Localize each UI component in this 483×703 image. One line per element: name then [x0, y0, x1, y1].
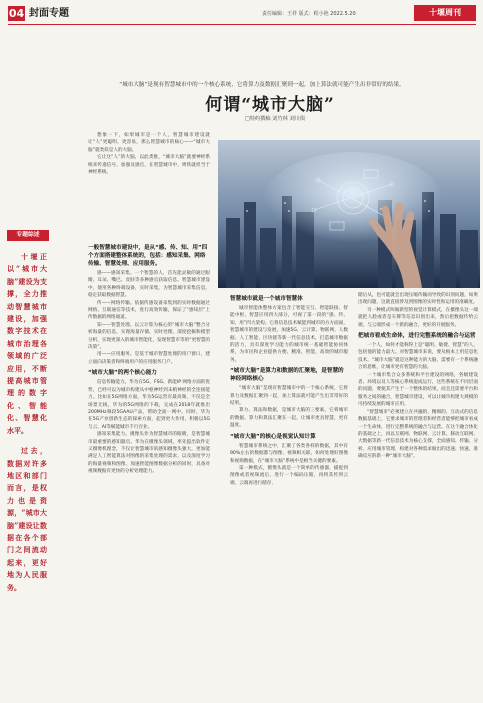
- page-number: 04: [8, 7, 25, 20]
- sidebar-summary: [4, 251, 50, 594]
- column-1: [88, 241, 210, 476]
- paragraph: “城市大脑”是现有智慧城市中的一个核心系统，它将算力及数据汇聚到一起，加上算法就可能产生出非常好的结果。: [230, 386, 348, 407]
- editor-meta: 责任编辑：王祥 版式：程小艳 2022.5.20: [262, 11, 356, 17]
- paragraph: “智慧城市”必须建立在共融的、精细的、互动式的信息数据基础上，它要求城市的管理者和经营者能够把城市看成一个生命体，进行完整系统的融合与运营。在这个融合体化的基础之上，再以互联网、物联网、云计算、移动互联网、大数据等新一代信息技术为核心支撑，全面感知、传输、分析、应用城市管理，构建对各种需求做出的迅速、快速、准确反应的新一种“城市大脑”。: [358, 409, 478, 460]
- sidebar-paragraph: 十堰正以“城市大脑”建设为支撑，全力推动智慧城市建设，加强数字技术在城市治理各领域的广泛应用，不断提高城市管理的数字化、智能化、智慧化水平。: [7, 252, 47, 435]
- paragraph: 传——网络传输。依据传感设备采集到的实时数据通过网络，互联通信等技术，进行高效传输，保证了“感知层”上传数据的网络通道。: [88, 300, 210, 321]
- paragraph: 一个人，如何才能称得上是“聪明、敏捷、智慧”的人，包括他的能力最大。对智慧城市来说，要从根本上用信息化技术，“城市大脑”就是这种能力的大脑，需要有一个系统融合的思维，让城市更有智慧的大脑。: [358, 343, 478, 371]
- article-byline: □特约撰稿 刘竹林 刘川俱: [244, 116, 306, 122]
- paragraph: 想象一下，如果城市是一个人，智慧城市建设就让“人”更聪明、更容易，那么智慧城市的核心——“城市大脑”就类似是人的大脑。: [88, 133, 210, 153]
- column-3: [358, 292, 478, 461]
- paragraph: 感——感知采集。一个智慧的人，首先能灵敏的通过眼睛、耳朵、嘴巴、皮肤等多种感官获取信息。智慧城市建设中，使用各种终端设备，实时采集，为智慧城市采集信息，稳定获取数据智慧。: [88, 271, 210, 299]
- paragraph: 一个城市集合众多系统和平台建设的网络，各级建设者、环境以及人等核心系统混成运行，这些系统在不同层面的问题，要使其产生于一个整体的结果，而且还需要平台和服务之间的融合，智慧城市建设，可以让城市构建大规模的可持续发展的城市应用。: [358, 372, 478, 408]
- paragraph: 知——智慧处理。以云计算为核心的“城市大脑”整合分析海量的信息，实现海量存储、实时处理、深度挖掘和模型分析，实现更深入的城市智能化，发现智慧市等的“更智慧的决策”。: [88, 322, 210, 351]
- section-title: 封面专题: [29, 8, 69, 19]
- paragraph: 用——应用服务。是基于城市智慧处理的用户窗口，建立面向决策者和终端用户的应用服务门户。: [88, 352, 210, 365]
- paragraph: 另一种模式叫做新型的视觉计算模式，在摄像头这一端就把人脸或者是车牌等信息识别出来，然后把数据传给云端，与云端形成一个新的融合，更好的开展服务。: [358, 307, 478, 328]
- smart-city-illustration: [218, 140, 480, 288]
- subheading: “城市大脑”的核心是视觉认知计算: [230, 433, 316, 440]
- paragraph: 感知采集能力。摄像头作为智慧城市的眼睛，是智慧城市最重要的感知器官。华为在摄像头领域，率先提出软件定义摄像机理念，不仅让智慧城市的感知摄像头强大，更加能满足人工智能算法对图像的采集处理的需求，以及深度学习的海量视频和图像，加速智能图像数据分析的同时，具备对视频数据有更快的分析处理能力。: [88, 432, 210, 475]
- subheading: 智慧城市就是一个城市智慧体: [230, 296, 303, 302]
- article-title: 何谓“城市大脑”: [205, 95, 335, 115]
- paragraph: 储后从，也可能就会出现压缩传输而导致的识别问题，如果出现问题，这就直接涉及到图像的实时性和运用的准确度。: [358, 293, 478, 306]
- paragraph: 信息传输能力。华为在5G、FSG、新能IP 网络方面的优势，已经可以为城市构建从中枢神经到末梢神经的全连接能力。比如在5G网络方面，华为5G运营有最高频，不仅是全场景无线，华为的5G网络的下载，完成在2018年就推出200MHz频段5GAAU产品，帮助全面一网中。同时，华为在5G产业创新生态的探索方面，起到更大作用，积极以5G与云、AI等赋能城市千行百业。: [88, 380, 210, 430]
- paragraph: 城市智能体整体方案包含了智能交互、智能联接、智能中枢、智慧应用四大部分，可视了第一段的“感、传、知、用”四大架构。它将信息技术赋能到城市的方方面面，智慧城市的建设与发展，加速5G、云计算、物联网、人数据、人工智能、区块链等新一代信息技术，打造城市数据的活力，具有深度学习能力的城市统一基础智能协同体系，为市民和企业提供方便、精准、智能、高效的城市服务。: [230, 306, 348, 363]
- subheading: “城市大脑”是算力和数据的汇聚地，是智慧的神经网络核心: [230, 368, 344, 383]
- paragraph: 智慧城市系统之中，汇聚了各类各样的数据，其中有90%左右的数据都与图像、视频相关联，如何处理好图像和视频数据，在“城市大脑”系统中是相当关键的要素。: [230, 443, 348, 464]
- page-header: [0, 0, 483, 28]
- column-2: [230, 292, 348, 487]
- article-subtitle: “城市大脑”是现有智慧城市中的一个核心系统，它将算力及数据汇聚到一起，加上算法就可能产生出非常好的结果。: [119, 82, 405, 88]
- sidebar: [4, 230, 50, 602]
- subheading: “城市大脑”的两个核心能力: [88, 370, 157, 377]
- cover-photo: [218, 140, 480, 288]
- brand-logo: 十堰周刊: [414, 5, 476, 21]
- subheading: 把城市看成生命体，进行完整系统的融合与运营: [358, 333, 476, 340]
- sidebar-paragraph: 过去，数据对许多地区和部门而言，是权力也是资源，“城市大脑”建设让数据在各个部门之间流动起来，更好地为人民服务。: [7, 446, 47, 592]
- sidebar-tag: 专题综述: [7, 230, 49, 241]
- subheading: 一般智慧城市建设中，是从“感、传、知、用”四个方面搭建整体系统的，包括：感知采集、网络传输、智慧处理、应用服务。: [88, 245, 208, 267]
- paragraph: 第一种模式，摄像头就是一个简单的传感器，捕捉到图像或者视频流后，进行一个编码压缩，再将其传到云端，云端再进行储存，: [230, 465, 348, 486]
- header-rule: [8, 24, 476, 25]
- column-1-intro: [88, 132, 210, 176]
- paragraph: 算力、算法和数据，是城市大脑的三要素，它将城市的数据、算力和算法汇聚在一起，让城市更具智慧，更有温度。: [230, 408, 348, 429]
- paragraph: 它让这“人”的大脑，以此类推，“城市大脑”就要神经系统来传递信号、加强及感官，在智慧城市中，则铁就担当于神经系统。: [88, 155, 210, 176]
